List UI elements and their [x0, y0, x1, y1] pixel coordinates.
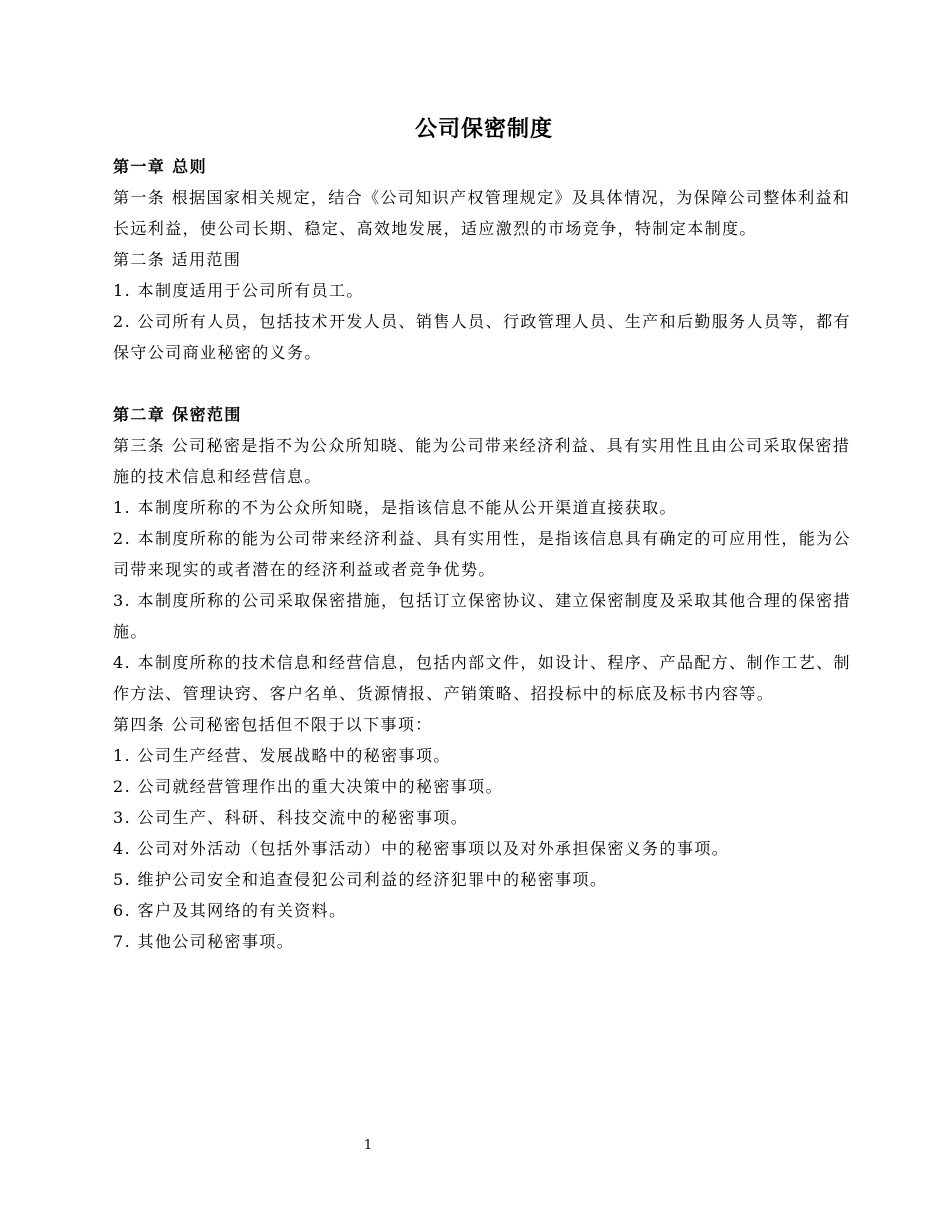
- document-title: 公司保密制度: [414, 116, 553, 142]
- article-4-item-1: 1. 公司生产经营、发展战略中的秘密事项。: [113, 746, 451, 765]
- article-4: 第四条 公司秘密包括但不限于以下事项：: [113, 715, 433, 734]
- article-4-item-3: 3. 公司生产、科研、科技交流中的秘密事项。: [113, 808, 469, 827]
- article-1: 第一条 根据国家相关规定，结合《公司知识产权管理规定》及具体情况，为保障公司整体利益和长远利益，使公司长期、稳定、高效地发展，适应激烈的市场竞争，特制定本制度。: [113, 188, 851, 238]
- article-4-item-6: 6. 客户及其网络的有关资料。: [113, 901, 347, 920]
- article-3-item-2: 2. 本制度所称的能为公司带来经济利益、具有实用性，是指该信息具有确定的可应用性，能为公司带来现实的或者潜在的经济利益或者竞争优势。: [113, 529, 851, 579]
- article-4-item-7: 7. 其他公司秘密事项。: [113, 932, 295, 951]
- article-3-item-1: 1. 本制度所称的不为公众所知晓，是指该信息不能从公开渠道直接获取。: [113, 498, 677, 517]
- article-3-item-3: 3. 本制度所称的公司采取保密措施，包括订立保密协议、建立保密制度及采取其他合理的保密措施。: [113, 591, 851, 641]
- chapter-1-heading: 第一章 总则: [113, 157, 207, 176]
- chapter-2-heading: 第二章 保密范围: [113, 405, 242, 424]
- document-page: [113, 0, 855, 1230]
- article-2-item-1: 1. 本制度适用于公司所有员工。: [113, 281, 364, 300]
- article-2-heading: 第二条 适用范围: [113, 250, 242, 269]
- article-4-item-5: 5. 维护公司安全和追查侵犯公司利益的经济犯罪中的秘密事项。: [113, 870, 608, 889]
- document-body: [113, 151, 855, 957]
- article-2-item-2: 2. 公司所有人员，包括技术开发人员、销售人员、行政管理人员、生产和后勤服务人员等，都有保守公司商业秘密的义务。: [113, 312, 851, 362]
- article-4-item-4: 4. 公司对外活动（包括外事活动）中的秘密事项以及对外承担保密义务的事项。: [113, 839, 730, 858]
- article-3: 第三条 公司秘密是指不为公众所知晓、能为公司带来经济利益、具有实用性且由公司采取保密措施的技术信息和经营信息。: [113, 436, 851, 486]
- article-4-item-2: 2. 公司就经营管理作出的重大决策中的秘密事项。: [113, 777, 503, 796]
- article-3-item-4: 4. 本制度所称的技术信息和经营信息，包括内部文件，如设计、程序、产品配方、制作工艺、制作方法、管理诀窍、客户名单、货源情报、产销策略、招投标中的标底及标书内容等。: [113, 653, 851, 703]
- page-number: 1: [363, 1138, 373, 1153]
- section-spacer: [113, 368, 855, 399]
